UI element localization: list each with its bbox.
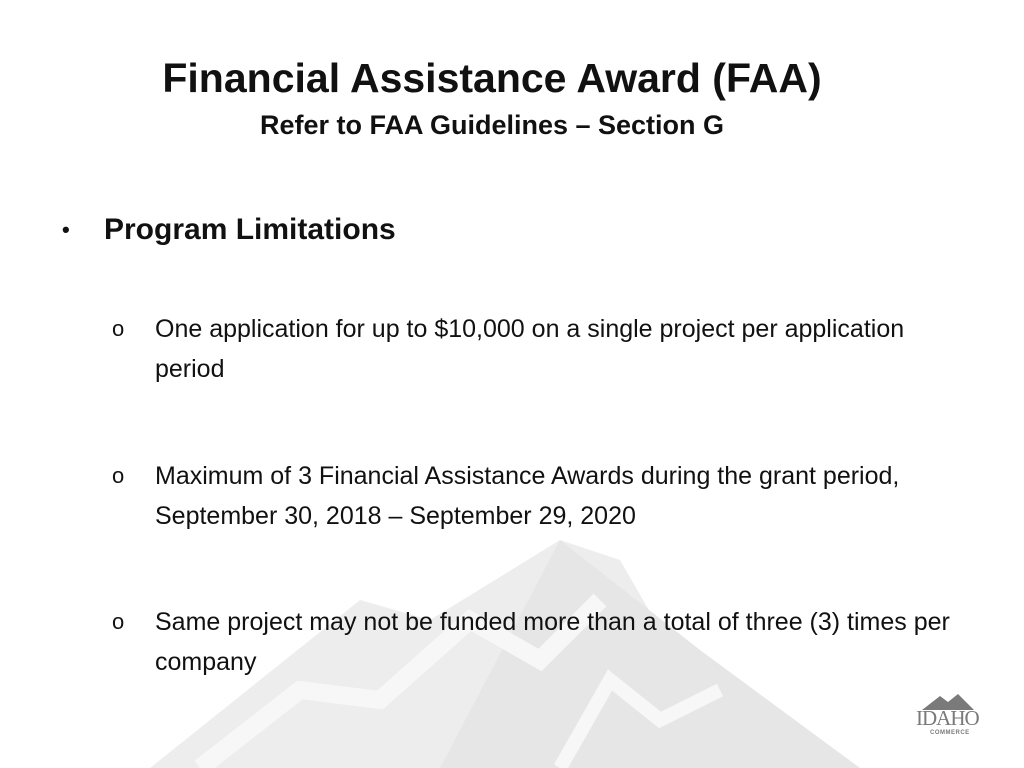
circle-bullet-icon: o	[112, 316, 125, 341]
slide-subtitle: Refer to FAA Guidelines – Section G	[259, 110, 725, 140]
logo-wordmark: IDAHO	[916, 706, 979, 730]
circle-bullet-icon: o	[112, 463, 125, 488]
section-heading-label: Program Limitations	[104, 213, 396, 246]
list-item-text: One application for up to $10,000 on a single project per application period	[155, 315, 905, 383]
list-item-text: Same project may not be funded more than a total of three (3) times per company	[155, 608, 950, 676]
bullet-icon: •	[62, 217, 70, 242]
list-item	[112, 456, 952, 536]
idaho-commerce-logo	[912, 692, 990, 744]
list-item-text: Maximum of 3 Financial Assistance Awards during the grant period, September 30, 2018 – September 29, 2020	[155, 462, 900, 530]
list-item	[112, 309, 952, 389]
slide-title: Financial Assistance Award (FAA)	[162, 55, 822, 101]
logo-subtitle: COMMERCE	[930, 730, 970, 736]
list-item	[112, 602, 952, 682]
circle-bullet-icon: o	[112, 609, 125, 634]
